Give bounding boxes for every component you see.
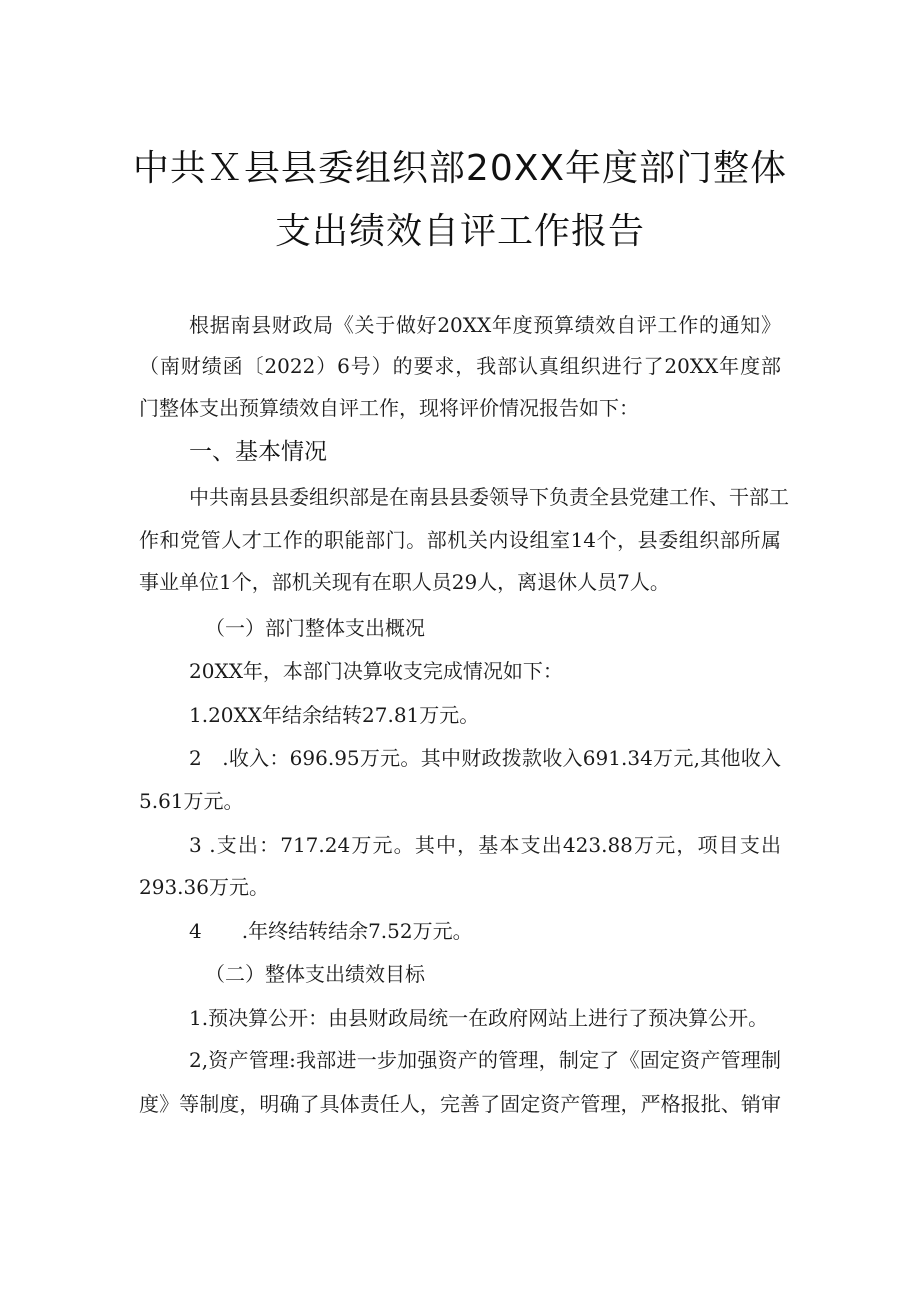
section-heading-basic-info: 一、基本情况 <box>189 439 327 465</box>
subheading-overall-expenditure: （一）部门整体支出概况 <box>205 616 425 640</box>
subheading-performance-goals: （二）整体支出绩效目标 <box>205 962 425 986</box>
basic-info-line-1: 中共南县县委组织部是在南县县委领导下负责全县党建工作、干部工 <box>189 485 789 509</box>
report-title-line-1: 中共Ｘ县县委组织部20XX年度部门整体 <box>132 148 788 189</box>
item-2-income-line-1: 2 .收入：696.95万元。其中财政拨款收入691.34万元,其他收入 <box>189 746 781 770</box>
goal-1-budget-disclosure: 1.预决算公开：由县财政局统一在政府网站上进行了预决算公开。 <box>189 1006 769 1030</box>
intro-line-2: （南财绩函〔2022）6号）的要求，我部认真组织进行了20XX年度部 <box>139 354 781 378</box>
item-2-income-line-2: 5.61万元。 <box>139 789 244 813</box>
intro-line-1: 根据南县财政局《关于做好20XX年度预算绩效自评工作的通知》 <box>189 313 781 337</box>
item-4-year-end-balance: 4 .年终结转结余7.52万元。 <box>189 919 473 943</box>
item-3-expense-line-1: 3 .支出：717.24万元。其中，基本支出423.88万元，项目支出 <box>189 833 781 857</box>
goal-2-asset-management-line-2: 度》等制度，明确了具体责任人，完善了固定资产管理，严格报批、销审 <box>139 1092 781 1116</box>
goal-2-asset-management-line-1: 2,资产管理:我部进一步加强资产的管理，制定了《固定资产管理制 <box>189 1048 781 1072</box>
item-3-expense-line-2: 293.36万元。 <box>139 875 269 899</box>
intro-line-3: 门整体支出预算绩效自评工作，现将评价情况报告如下： <box>139 396 639 420</box>
expenditure-intro: 20XX年，本部门决算收支完成情况如下： <box>189 659 563 683</box>
basic-info-line-2: 作和党管人才工作的职能部门。部机关内设组室14个，县委组织部所属 <box>139 528 781 552</box>
item-1-carryover: 1.20XX年结余结转27.81万元。 <box>189 703 480 727</box>
report-title-line-2: 支出绩效自评工作报告 <box>274 211 645 252</box>
basic-info-line-3: 事业单位1个，部机关现有在职人员29人，离退休人员7人。 <box>139 570 670 594</box>
